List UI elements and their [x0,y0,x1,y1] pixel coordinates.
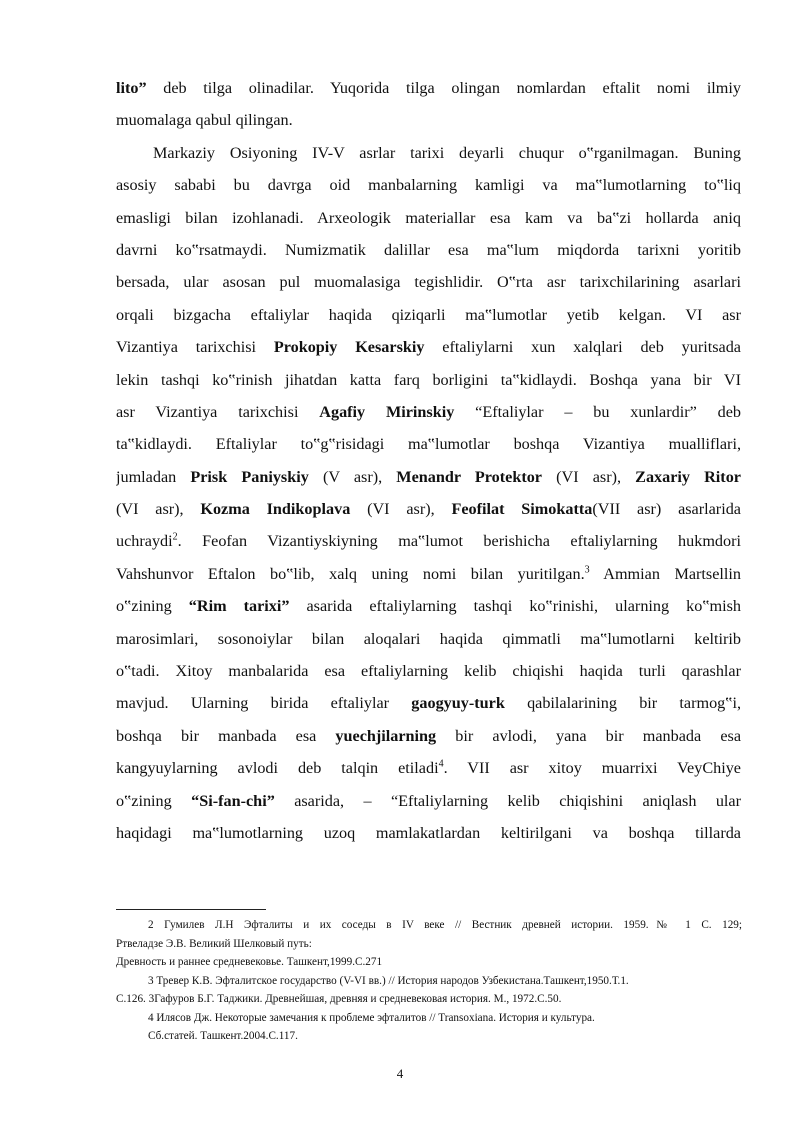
text-line [116,104,741,136]
text-run: muomalaga qabul qilingan. [116,111,293,130]
text-line [116,817,741,849]
footnote-line: Сб.статей. Ташкент.2004.С.117. [148,1030,298,1042]
text-run: asarida, – “Eftaliylarning kelib chiqishini aniqlash ular [274,791,741,810]
text-run: . VII asr xitoy muarrixi VeyChiye [443,759,741,778]
text-run: asr Vizantiya tarixchisi [116,402,320,421]
text-line [116,72,741,104]
bold-term: Zaxariy Ritor [635,467,741,486]
bold-term: Feofilat Simokatta [451,500,593,519]
text-run: Ammian Martsellin [589,564,741,583]
text-run: emasligi bilan izohlanadi. Arxeologik materiallar esa kam va ba‟zi hollarda aniq [116,208,741,227]
text-run: o‟zining [116,791,192,810]
text-line [116,623,741,655]
body-text [116,72,741,849]
text-run: (VI asr), [542,467,636,486]
text-line [116,364,741,396]
text-run: qabilalarining bir tarmog‟i, [504,694,741,713]
text-run: (VI asr), [116,500,201,519]
footnote-line: С.126. 3Гафуров Б.Г. Таджики. Древнейшая, древняя и средневековая история. М., 1972.С.50. [116,993,562,1005]
text-run: mavjud. Ularning birida eftaliylar [116,694,412,713]
bold-term: Kozma Indikoplava [200,500,351,519]
bold-term: Prokopiy Kesarskiy [273,338,425,357]
text-line [116,428,741,460]
bold-term: Menandr Protektor [396,467,542,486]
text-line [116,331,741,363]
footnote-ref: 3 [584,564,590,576]
text-run: o‟zining [116,597,189,616]
text-run: davrni ko‟rsatmaydi. Numizmatik dalillar esa ma‟lum miqdorda tarixni yoritib [116,240,741,259]
footnote-line: 3 Тревер К.В. Эфталитское государство (V-VI вв.) // История народов Узбекистана.Ташкент,1950.Т.1. [148,974,629,987]
text-run: ta‟kidlaydi. Eftaliylar to‟g‟risidagi ma‟lumotlar boshqa Vizantiya mualliflari, [116,435,741,454]
footnotes [116,916,742,1046]
text-line [116,590,741,622]
text-run: bersada, ular asosan pul muomalasiga tegishlidir. O‟rta asr tarixchilarining asarlari [116,273,741,292]
text-run: asarida eftaliylarning tashqi ko‟rinishi, ularning ko‟mish [289,597,741,616]
text-line [116,687,741,719]
text-line [116,720,741,752]
text-run: jumladan [116,467,191,486]
text-line [116,461,741,493]
text-run: deb tilga olinadilar. Yuqorida tilga olingan nomlardan eftalit nomi ilmiy [146,79,741,97]
text-line [116,752,741,784]
footnote-ref: 2 [172,532,178,544]
footnote-line: Ртвеладзе Э.В. Великий Шелковый путь: [116,937,312,950]
text-run: Vizantiya tarixchisi [116,338,274,357]
text-run: “Eftaliylar – bu xunlardir” deb [454,402,741,421]
text-line [116,525,741,557]
text-line [116,655,741,687]
text-run: . Feofan Vizantiyskiyning ma‟lumot berishicha eftaliylarning hukmdori [177,532,741,551]
text-run: lekin tashqi ko‟rinish jihatdan katta farq borligini ta‟kidlaydi. Boshqa yana bir VI [116,370,741,389]
text-run: eftaliylarni xun xalqlari deb yuritsada [424,338,741,357]
text-run: o‟tadi. Xitoy manbalarida esa eftaliylarning kelib chiqishi haqida turli qarashlar [116,662,741,681]
text-line [116,558,741,590]
bold-term: “Rim tarixi” [188,597,290,616]
text-line [116,169,741,201]
text-run: (VII asr) asarlarida [592,500,741,519]
text-run: marosimlari, sosonoiylar bilan aloqalari haqida qimmatli ma‟lumotlarni keltirib [116,629,741,648]
text-run: boshqa bir manbada esa [116,726,336,745]
text-run: bir avlodi, yana bir manbada esa [436,726,741,745]
footnote-separator [116,909,266,910]
footnote-line: 2 Гумилев Л.Н Эфталиты и их соседы в IV веке // Вестник древней истории. 1959.№ 1 С. 129; [148,919,742,931]
text-line [116,493,741,525]
text-run: (V asr), [308,467,397,486]
bold-term: “Si-fan-chi” [191,791,275,810]
text-line [116,266,741,298]
bold-term: Prisk Paniyskiy [190,467,309,486]
text-line [116,396,741,428]
bold-term: yuechjilarning [335,726,437,745]
bold-term: lito” [116,79,147,97]
text-line [116,234,741,266]
footnote-ref: 4 [438,758,444,770]
text-run: Vahshunvor Eftalon bo‟lib, xalq uning nomi bilan yuritilgan. [116,564,585,583]
bold-term: gaogyuy-turk [411,694,505,713]
footnote-line: Древность и раннее средневековье. Ташкент,1999.С.271 [116,956,383,968]
text-line [116,299,741,331]
text-run: asosiy sababi bu davrga oid manbalarning kamligi va ma‟lumotlarning to‟liq [116,176,741,195]
text-line [116,785,741,817]
bold-term: Agafiy Mirinskiy [319,402,455,421]
page-number: 4 [396,1066,404,1081]
text-run: Markaziy Osiyoning IV-V asrlar tarixi deyarli chuqur o‟rganilmagan. Buning [153,143,741,162]
text-line [116,202,741,234]
text-run: kangyuylarning avlodi deb talqin etiladi [116,759,439,778]
paragraph-first-line [116,137,741,169]
text-run: uchraydi [116,532,173,551]
text-run: haqidagi ma‟lumotlarning uzoq mamlakatlardan keltirilgani va boshqa tillarda [116,823,741,842]
text-run: (VI asr), [350,500,452,519]
footnote-line: 4 Илясов Дж. Некоторые замечания к проблеме эфталитов // Transoxiana. История и культура. [148,1011,595,1024]
text-run: orqali bizgacha eftaliylar haqida qiziqarli ma‟lumotlar yetib kelgan. VI asr [116,305,741,324]
